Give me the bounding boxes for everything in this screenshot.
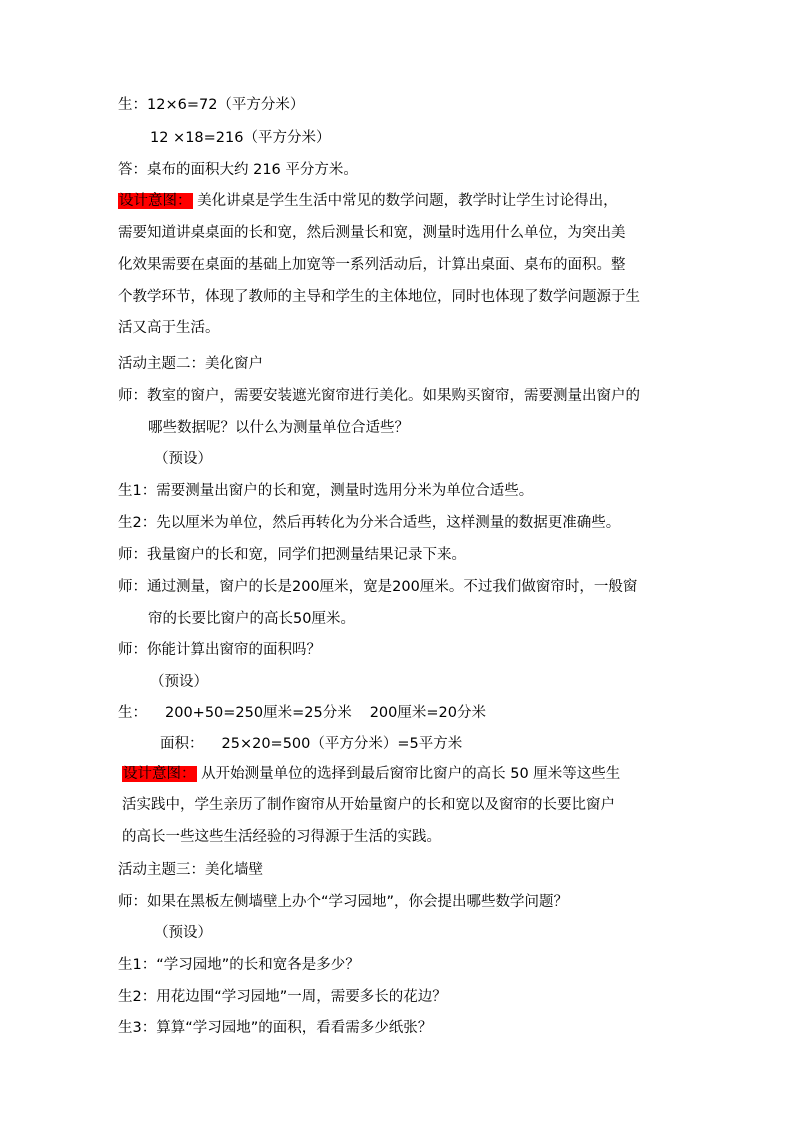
preset-label-2: （预设）	[150, 674, 208, 690]
activity-theme-3-heading: 活动主题三：美化墙壁	[118, 862, 263, 878]
teacher-line-1-cont: 哪些数据呢？以什么为测量单位合适些？	[148, 420, 409, 436]
area-calc-line: 面积： 25×20=500（平方分米）=5平方米	[160, 736, 463, 752]
teacher-line-3: 师：通过测量，窗户的长是200厘米，宽是200厘米。不过我们做窗帘时，一般窗	[118, 579, 638, 595]
design-intent-tag: 设计意图：	[123, 766, 196, 782]
student-3-question: 生3：算算“学习园地”的面积，看看需多少纸张？	[118, 1020, 433, 1036]
answer-line: 答：桌布的面积大约 216 平分方米。	[118, 162, 358, 178]
student-2-question: 生2：用花边围“学习园地”一周，需要多长的花边？	[118, 989, 447, 1005]
teacher-line-4: 师：你能计算出窗帘的面积吗？	[118, 642, 321, 658]
design-intent-tag: 设计意图：	[119, 193, 192, 209]
student-calc-line-2: 12 ×18=216（平方分米）	[150, 130, 331, 146]
student-1-question: 生1：“学习园地”的长和宽各是多少？	[118, 957, 360, 973]
preset-label-1: （预设）	[154, 451, 212, 467]
preset-label-3: （预设）	[154, 925, 212, 941]
student-calc-line-1: 生：12×6=72（平方分米）	[118, 97, 305, 113]
activity-theme-2-heading: 活动主题二：美化窗户	[118, 356, 263, 372]
student-calc-line-3: 生： 200+50=250厘米=25分米 200厘米=20分米	[118, 705, 486, 721]
design-intent-2-line-1: 设计意图： 从开始测量单位的选择到最后窗帘比窗户的高长 50 厘米等这些生	[123, 766, 621, 782]
design-intent-2-line-3: 的高长一些这些生活经验的习得源于生活的实践。	[122, 829, 441, 845]
student-2-line: 生2：先以厘米为单位，然后再转化为分米合适些，这样测量的数据更准确些。	[118, 515, 621, 531]
teacher-line-1: 师：教室的窗户，需要安装遮光窗帘进行美化。如果购买窗帘，需要测量出窗户的	[118, 388, 640, 404]
teacher-line-2: 师：我量窗户的长和宽，同学们把测量结果记录下来。	[118, 547, 466, 563]
design-intent-1-line-5: 活又高于生活。	[118, 320, 220, 336]
design-intent-2-line-2: 活实践中，学生亲历了制作窗帘从开始量窗户的长和宽以及窗帘的长要比窗户	[122, 797, 615, 813]
teacher-line-3-cont: 帘的长要比窗户的高长50厘米。	[148, 611, 355, 627]
design-intent-1-line-1: 设计意图： 美化讲桌是学生生活中常见的数学问题，教学时让学生讨论得出，	[119, 193, 618, 209]
design-intent-1-line-3: 化效果需要在桌面的基础上加宽等一系列活动后，计算出桌面、桌布的面积。整	[118, 257, 626, 273]
design-intent-1-line-4: 个教学环节，体现了教师的主导和学生的主体地位，同时也体现了数学问题源于生	[118, 289, 640, 305]
teacher-line-5: 师：如果在黑板左侧墙壁上办个“学习园地”，你会提出哪些数学问题？	[118, 894, 569, 910]
design-intent-1-line-2: 需要知道讲桌桌面的长和宽，然后测量长和宽，测量时选用什么单位，为突出美	[118, 225, 626, 241]
student-1-line: 生1：需要测量出窗户的长和宽，测量时选用分米为单位合适些。	[118, 483, 534, 499]
